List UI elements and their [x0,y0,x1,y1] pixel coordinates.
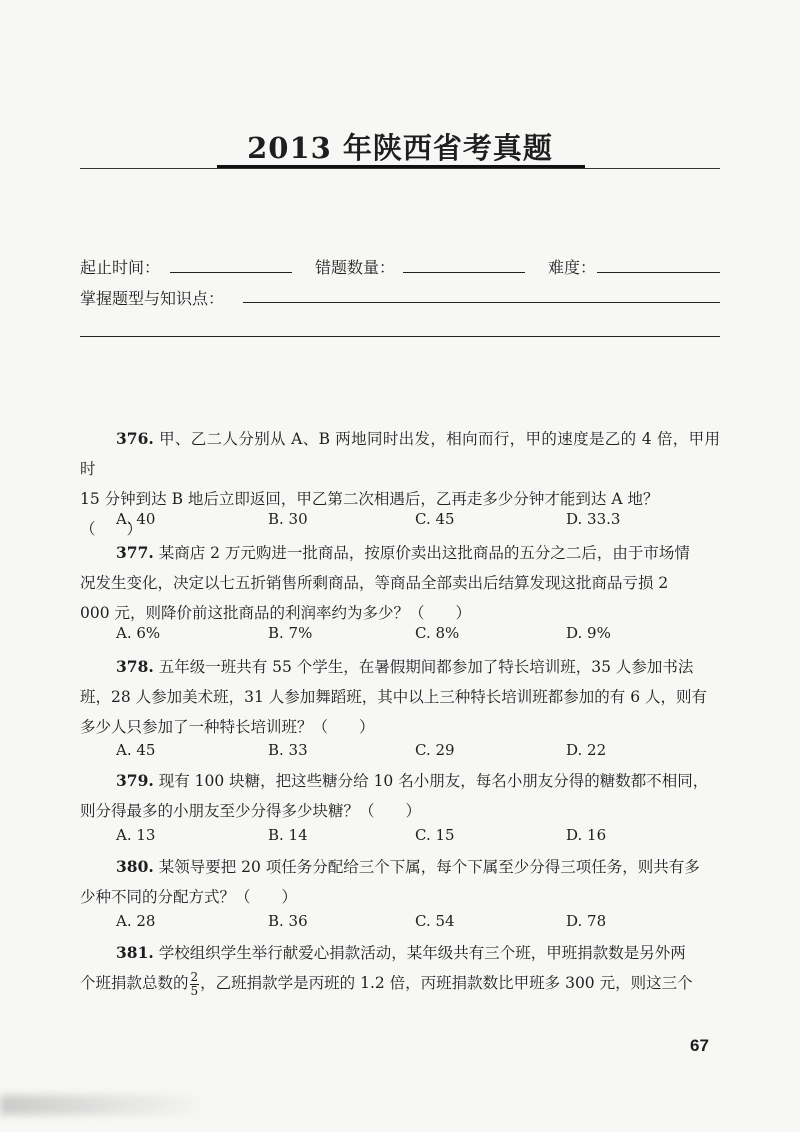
difficulty-label: 难度： [548,258,597,277]
question-text: 况发生变化，决定以七五折销售所剩商品，等商品全部卖出后结算发现这批商品亏损 2 [80,574,669,592]
question-381 [80,938,720,998]
fraction-numerator: 2 [190,969,199,984]
options-379 [116,826,716,850]
option-a[interactable]: A. 45 [116,741,156,759]
question-text: 班，28 人参加美术班，31 人参加舞蹈班，其中以上三种特长培训班都参加的有 6 人，则有 [80,688,708,706]
question-number: 377. [116,543,154,562]
question-text: 某领导要把 20 项任务分配给三个下属，每个下属至少分得三项任务，则共有多 [158,858,700,876]
page-title: 2013 年陕西省考真题 [247,131,553,165]
option-b[interactable]: B. 14 [268,826,308,844]
knowledge-points-field[interactable] [243,302,720,303]
error-count-label: 错题数量： [315,258,396,277]
fraction-denominator: 5 [190,983,199,998]
option-d[interactable]: D. 22 [566,741,607,759]
question-text: 现有 100 块糖，把这些糖分给 10 名小朋友，每名小朋友分得的糖数都不相同， [158,772,709,790]
start-end-time-field[interactable] [170,272,292,273]
option-d[interactable]: D. 78 [566,912,607,930]
difficulty-field[interactable] [597,272,720,273]
option-d[interactable]: D. 33.3 [566,510,621,528]
option-c[interactable]: C. 15 [415,826,455,844]
option-b[interactable]: B. 33 [268,741,308,759]
page-number: 67 [690,1036,709,1055]
question-number: 380. [116,857,154,876]
options-376 [116,510,716,534]
option-b[interactable]: B. 36 [268,912,308,930]
option-a[interactable]: A. 6% [116,624,161,642]
option-d[interactable]: D. 9% [566,624,611,642]
question-number: 378. [116,657,154,676]
options-378 [116,741,716,765]
question-379 [80,766,720,826]
answer-blank: （ ） [80,520,143,538]
question-number: 376. [116,429,154,448]
error-count-field[interactable] [403,272,525,273]
option-a[interactable]: A. 40 [116,510,156,528]
option-c[interactable]: C. 54 [415,912,455,930]
option-d[interactable]: D. 16 [566,826,607,844]
question-number: 379. [116,771,154,790]
scan-shadow [0,1095,210,1115]
question-text: 五年级一班共有 55 个学生，在暑假期间都参加了特长培训班，35 人参加书法 [158,658,694,676]
question-text: 甲、乙二人分别从 A、B 两地同时出发，相向而行，甲的速度是乙的 4 倍，甲用时 [80,430,721,478]
option-b[interactable]: B. 30 [268,510,308,528]
option-c[interactable]: C. 45 [415,510,455,528]
options-380 [116,912,716,936]
option-a[interactable]: A. 13 [116,826,156,844]
knowledge-points-field-line2[interactable] [80,336,720,337]
question-number: 381. [116,943,154,962]
question-text: 学校组织学生举行献爱心捐款活动，某年级共有三个班，甲班捐款数是另外两 [158,944,686,962]
option-a[interactable]: A. 28 [116,912,156,930]
question-380 [80,852,720,912]
option-c[interactable]: C. 8% [415,624,460,642]
question-text: 000 元，则降价前这批商品的利润率约为多少？（ ） [80,604,472,622]
fraction-two-fifths [190,971,200,998]
option-c[interactable]: C. 29 [415,741,455,759]
knowledge-points-label: 掌握题型与知识点： [80,289,225,308]
question-377 [80,538,720,628]
question-text: 某商店 2 万元购进一批商品，按原价卖出这批商品的五分之二后，由于市场情 [158,544,690,562]
title-underline [80,168,720,169]
question-text: 个班捐款总数的 [80,974,189,992]
question-text: 则分得最多的小朋友至少分得多少块糖？（ ） [80,802,422,820]
question-text: 15 分钟到达 B 地后立即返回，甲乙第二次相遇后，乙再走多少分钟才能到达 A 地？ [80,490,659,508]
question-378 [80,652,720,742]
question-text: 少种不同的分配方式？（ ） [80,888,298,906]
options-377 [116,624,716,648]
option-b[interactable]: B. 7% [268,624,313,642]
start-end-time-label: 起止时间： [80,258,161,277]
question-text: ，乙班捐款学是丙班的 1.2 倍，丙班捐款数比甲班多 300 元，则这三个 [200,974,693,992]
question-text: 多少人只参加了一种特长培训班？（ ） [80,718,375,736]
title-underline-bold [217,165,585,168]
